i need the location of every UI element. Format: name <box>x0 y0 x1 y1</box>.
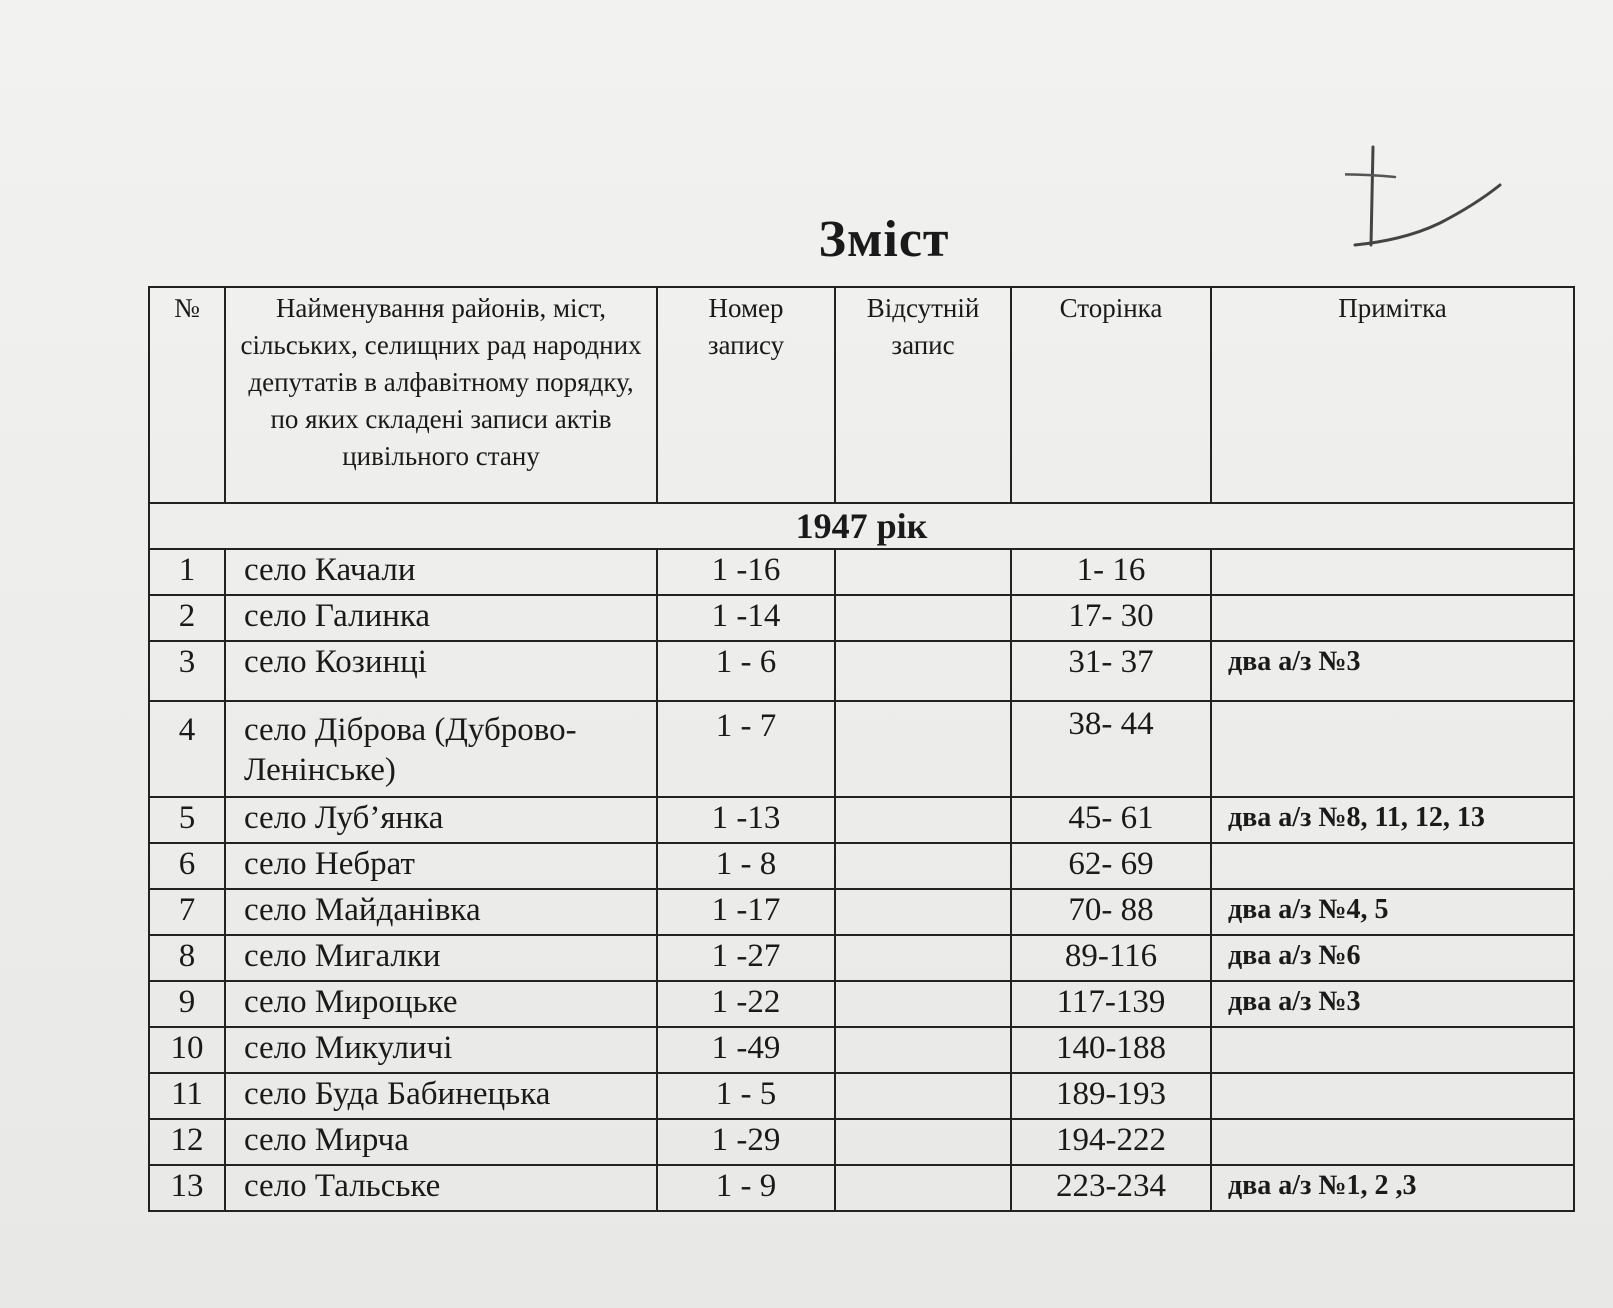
row-note <box>1211 1119 1574 1165</box>
row-num: 8 <box>149 935 225 981</box>
row-name: село Тальське <box>225 1165 657 1211</box>
year-label: 1947 рік <box>149 503 1574 549</box>
table-row <box>149 1119 1574 1165</box>
table-row <box>149 935 1574 981</box>
row-num: 1 <box>149 549 225 595</box>
header-page: Сторінка <box>1011 287 1211 503</box>
row-num: 10 <box>149 1027 225 1073</box>
row-name: село Майданівка <box>225 889 657 935</box>
row-page: 117-139 <box>1011 981 1211 1027</box>
row-record: 1 - 8 <box>657 843 835 889</box>
table-row <box>149 701 1574 797</box>
table-row <box>149 843 1574 889</box>
row-page: 45- 61 <box>1011 797 1211 843</box>
row-missing <box>835 701 1011 797</box>
row-num: 12 <box>149 1119 225 1165</box>
page-title: Зміст <box>818 211 950 268</box>
header-record-number: Номер запису <box>657 287 835 503</box>
table-row <box>149 1165 1574 1211</box>
row-name: село Микуличі <box>225 1027 657 1073</box>
row-record: 1 -49 <box>657 1027 835 1073</box>
row-note <box>1211 701 1574 797</box>
header-name: Найменування районів, міст, сільських, селищних рад народних депутатів в алфавітному порядку, по яких складені записи актів цивільного стану <box>225 287 657 503</box>
row-missing <box>835 1119 1011 1165</box>
row-record: 1 -13 <box>657 797 835 843</box>
row-missing <box>835 843 1011 889</box>
table-row <box>149 641 1574 701</box>
row-name: село Галинка <box>225 595 657 641</box>
row-name: село Качали <box>225 549 657 595</box>
row-note: два а/з №1, 2 ,3 <box>1211 1165 1574 1211</box>
row-note: два а/з №8, 11, 12, 13 <box>1211 797 1574 843</box>
row-record: 1 -27 <box>657 935 835 981</box>
row-page: 31- 37 <box>1011 641 1211 701</box>
header-note: Примітка <box>1211 287 1574 503</box>
row-num: 13 <box>149 1165 225 1211</box>
row-page: 17- 30 <box>1011 595 1211 641</box>
row-missing <box>835 1073 1011 1119</box>
header-num: № <box>149 287 225 503</box>
row-missing <box>835 935 1011 981</box>
table-row <box>149 981 1574 1027</box>
table-row <box>149 549 1574 595</box>
table-row <box>149 797 1574 843</box>
table-header-row <box>149 287 1574 503</box>
row-missing <box>835 595 1011 641</box>
row-name: село Небрат <box>225 843 657 889</box>
row-record: 1 -16 <box>657 549 835 595</box>
row-page: 89-116 <box>1011 935 1211 981</box>
row-note <box>1211 1027 1574 1073</box>
row-note: два а/з №6 <box>1211 935 1574 981</box>
row-num: 3 <box>149 641 225 701</box>
row-missing <box>835 981 1011 1027</box>
table-row <box>149 1073 1574 1119</box>
row-record: 1 - 5 <box>657 1073 835 1119</box>
row-num: 9 <box>149 981 225 1027</box>
row-record: 1 -14 <box>657 595 835 641</box>
table-row <box>149 595 1574 641</box>
row-name: село Мигалки <box>225 935 657 981</box>
row-name: село Мироцьке <box>225 981 657 1027</box>
row-note <box>1211 549 1574 595</box>
row-num: 11 <box>149 1073 225 1119</box>
row-page: 62- 69 <box>1011 843 1211 889</box>
row-num: 7 <box>149 889 225 935</box>
year-row <box>149 503 1574 549</box>
row-missing <box>835 889 1011 935</box>
row-note: два а/з №3 <box>1211 641 1574 701</box>
row-name: село Буда Бабинецька <box>225 1073 657 1119</box>
row-missing <box>835 641 1011 701</box>
row-page: 140-188 <box>1011 1027 1211 1073</box>
row-note <box>1211 843 1574 889</box>
row-page: 194-222 <box>1011 1119 1211 1165</box>
row-num: 2 <box>149 595 225 641</box>
row-num: 6 <box>149 843 225 889</box>
row-page: 70- 88 <box>1011 889 1211 935</box>
row-num: 4 <box>149 701 225 797</box>
row-missing <box>835 549 1011 595</box>
row-num: 5 <box>149 797 225 843</box>
row-name: село Козинці <box>225 641 657 701</box>
row-note: два а/з №4, 5 <box>1211 889 1574 935</box>
row-name: село Мирча <box>225 1119 657 1165</box>
row-missing <box>835 797 1011 843</box>
row-note <box>1211 595 1574 641</box>
row-missing <box>835 1027 1011 1073</box>
row-page: 223-234 <box>1011 1165 1211 1211</box>
row-record: 1 -22 <box>657 981 835 1027</box>
row-record: 1 - 7 <box>657 701 835 797</box>
row-page: 38- 44 <box>1011 701 1211 797</box>
row-page: 189-193 <box>1011 1073 1211 1119</box>
row-name: село Діброва (Дуброво-Ленінське) <box>225 701 657 797</box>
row-record: 1 -17 <box>657 889 835 935</box>
row-missing <box>835 1165 1011 1211</box>
row-name: село Луб’янка <box>225 797 657 843</box>
table-row <box>149 889 1574 935</box>
contents-table <box>148 286 1575 1212</box>
header-missing-record: Відсутній запис <box>835 287 1011 503</box>
row-record: 1 - 6 <box>657 641 835 701</box>
row-note: два а/з №3 <box>1211 981 1574 1027</box>
row-note <box>1211 1073 1574 1119</box>
row-record: 1 - 9 <box>657 1165 835 1211</box>
row-record: 1 -29 <box>657 1119 835 1165</box>
table-row <box>149 1027 1574 1073</box>
row-page: 1- 16 <box>1011 549 1211 595</box>
